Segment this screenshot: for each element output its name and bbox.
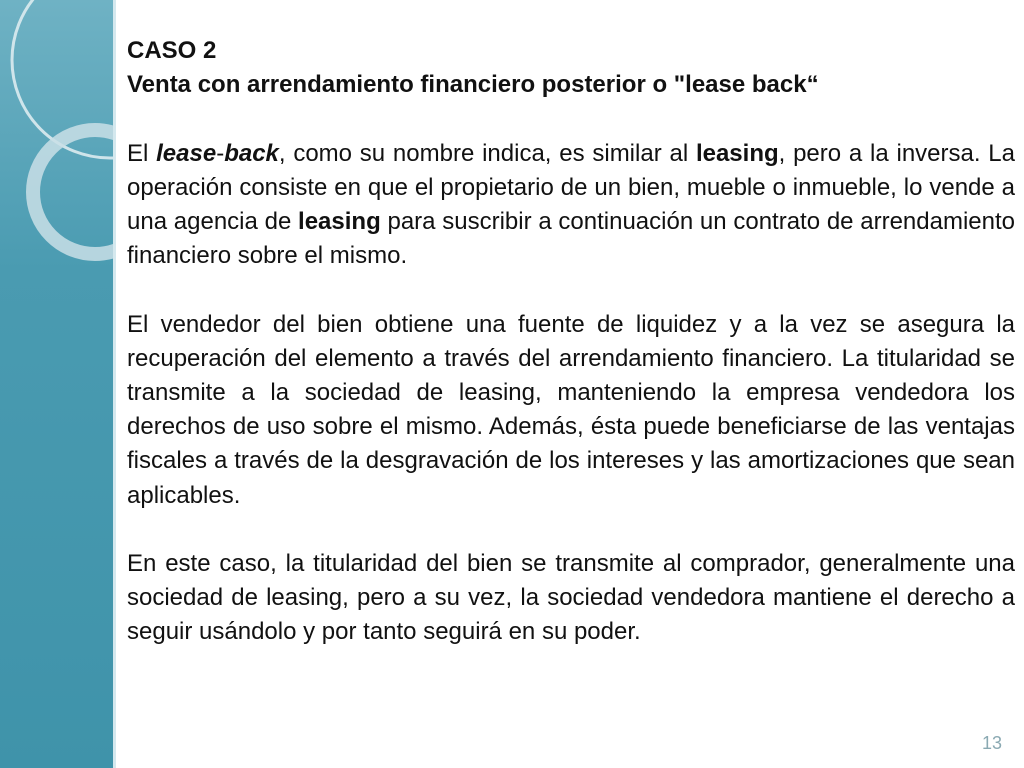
case-label: CASO 2 — [127, 37, 217, 64]
p1-text-3: , pero a la inversa. La operación consiste en que el propietario de un bien, mueble o inmueble, lo vende a una agencia de — [127, 139, 1015, 235]
paragraph-lease-back-definition — [127, 137, 1015, 274]
decorative-rings — [0, 0, 113, 768]
decorative-sidebar — [0, 0, 113, 768]
p1-text-1: El — [127, 139, 157, 167]
term-leasing-2: leasing — [298, 208, 381, 235]
decorative-ring-thick — [33, 130, 113, 254]
paragraph-ownership-transfer: En este caso, la titularidad del bien se transmite al comprador, generalmente una sociedad de leasing, pero a su vez, la sociedad vendedora mantiene el derecho a seguir usándolo y por tanto seguirá en su poder. — [127, 550, 1015, 646]
p1-text-4: para suscribir a continuación un contrato de arrendamiento financiero sobre el mismo. — [127, 208, 1016, 270]
sidebar-divider — [113, 0, 116, 768]
paragraph-seller-benefits: El vendedor del bien obtiene una fuente de liquidez y a la vez se asegura la recuperación del elemento a través del arrendamiento financiero. La titularidad se transmite a la sociedad de leasing, manteniendo la empresa vendedora los derechos de uso sobre el mismo. Además, ésta puede beneficiarse de las ventajas fiscales a través de la desgravación de los intereses y las amortizaciones que sean aplicables. — [127, 310, 1015, 509]
term-leasing-1: leasing — [695, 139, 779, 167]
slide-content — [127, 34, 1015, 650]
term-lease: lease — [156, 139, 217, 167]
p1-text-hyphen: - — [216, 139, 225, 167]
case-title: Venta con arrendamiento financiero posterior o "lease back“ — [127, 71, 819, 99]
term-back: back — [224, 139, 279, 167]
page-number: 13 — [982, 733, 1003, 753]
p1-text-2: , como su nombre indica, es similar al — [278, 139, 696, 167]
